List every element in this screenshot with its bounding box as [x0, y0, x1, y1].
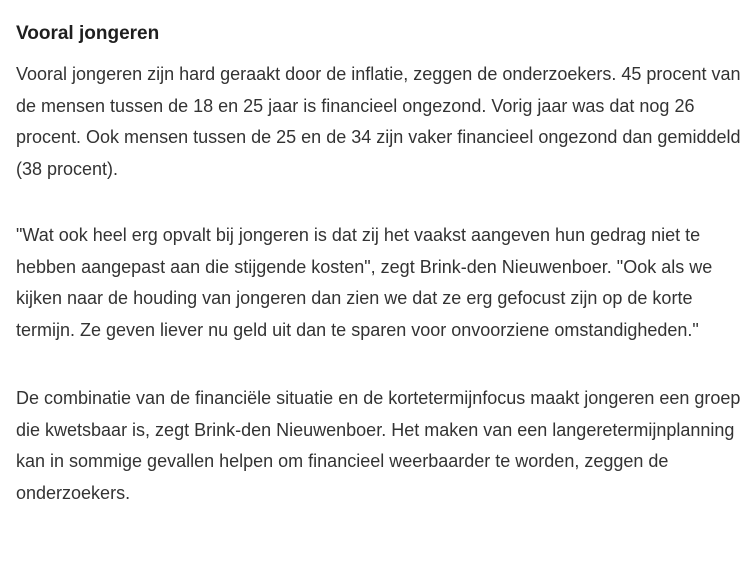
paragraph-quote-behavior: "Wat ook heel erg opvalt bij jongeren is dat zij het vaakst aangeven hun gedrag niet te hebben aangepast aan die stijgende kosten", zegt Brink-den Nieuwenboer. "Ook als we kijken naar de houding van jongeren dan zien we dat ze erg gefocust zijn op de korte termijn. Ze geven liever nu geld uit dan te sparen voor onvoorziene omstandigheden." [16, 225, 713, 340]
section-heading: Vooral jongeren [16, 23, 160, 44]
paragraph-vulnerable-group: De combinatie van de financiële situatie en de kortetermijnfocus maakt jongeren een groep die kwetsbaar is, zegt Brink-den Nieuwenboer. Het maken van een langeretermijnplanning kan in sommige gevallen helpen om financieel weerbaarder te worden, zeggen de onderzoekers. [16, 388, 741, 503]
article-section [16, 20, 744, 509]
paragraph-inflation-youth: Vooral jongeren zijn hard geraakt door de inflatie, zeggen de onderzoekers. 45 procent van de mensen tussen de 18 en 25 jaar is financieel ongezond. Vorig jaar was dat nog 26 procent. Ook mensen tussen de 25 en de 34 zijn vaker financieel ongezond dan gemiddeld (38 procent). [16, 64, 741, 179]
